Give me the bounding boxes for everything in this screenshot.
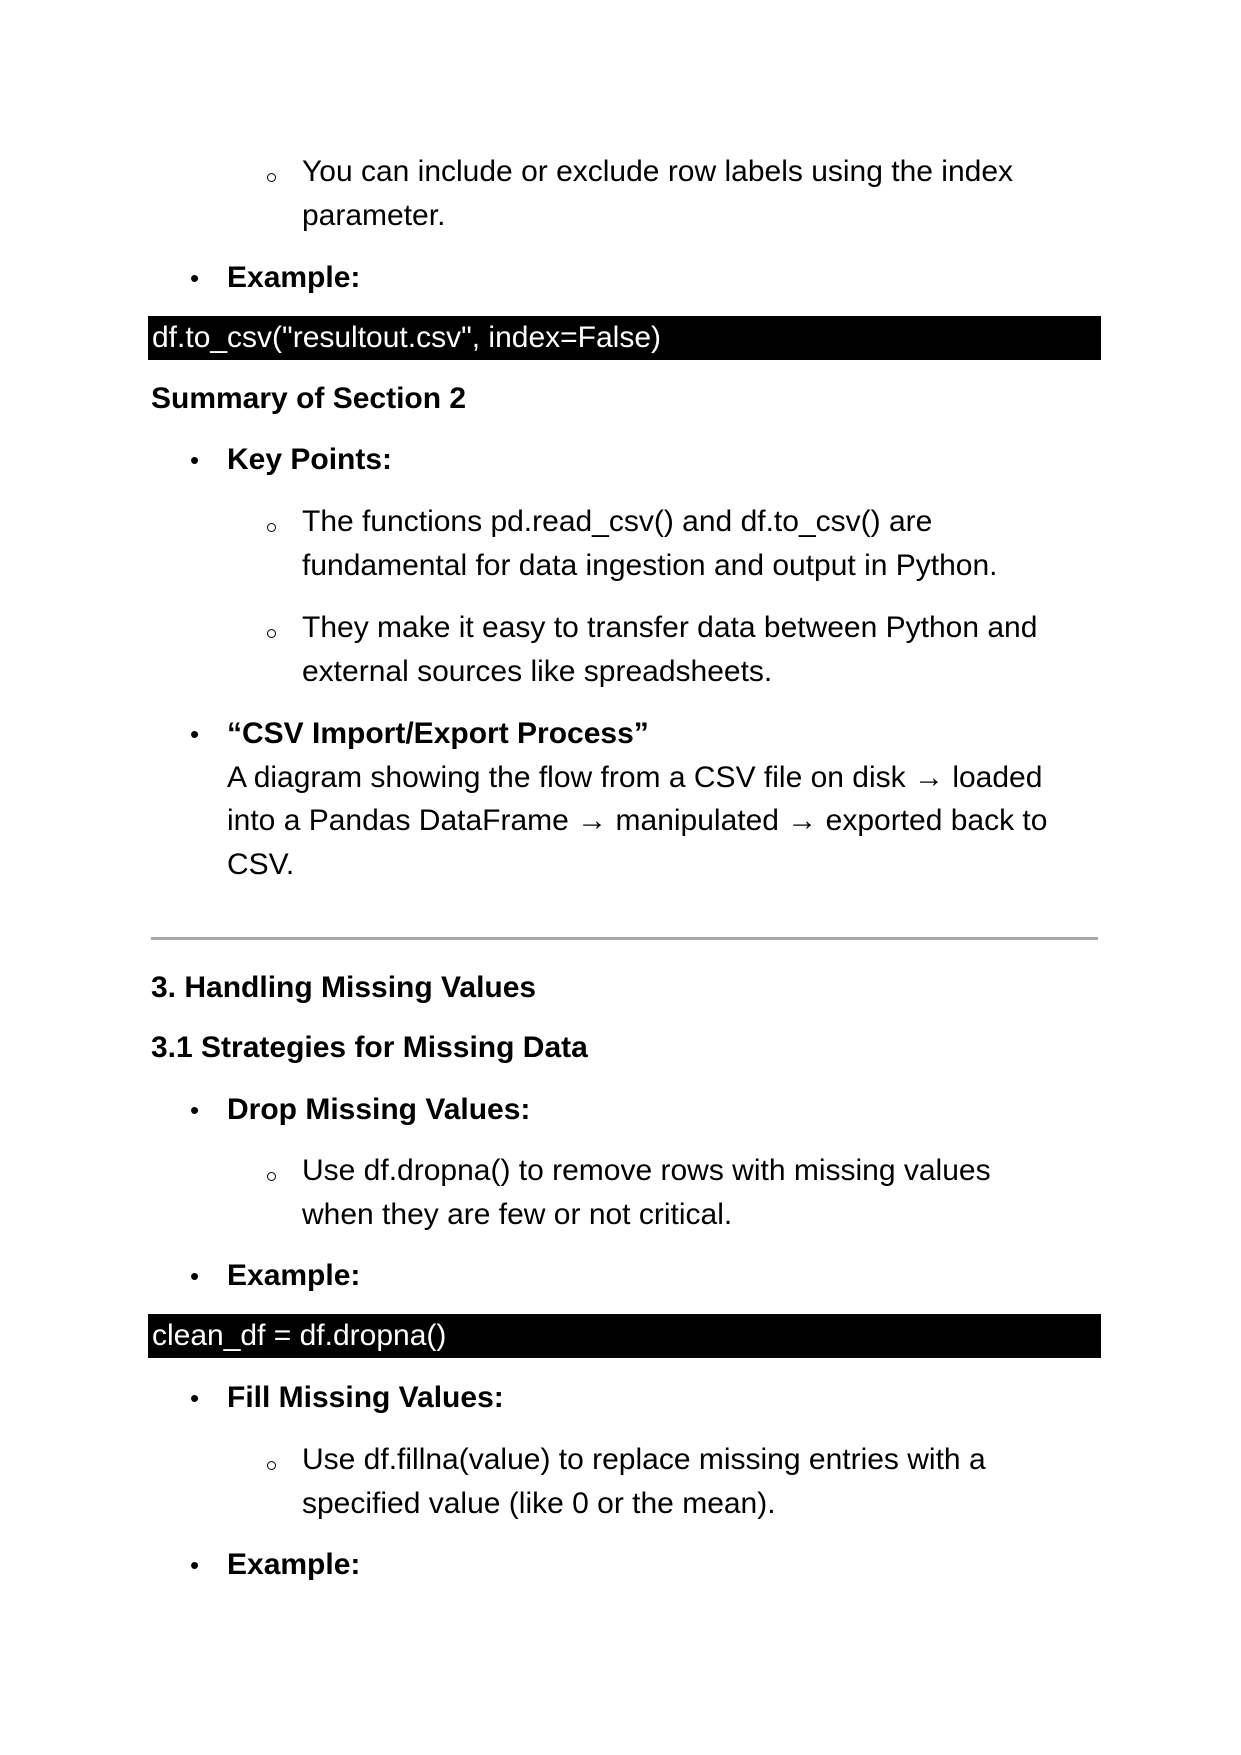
fill-label: Fill Missing Values: [227, 1381, 504, 1414]
sub-bullet-icon [267, 523, 276, 532]
sub-bullet-text: parameter. [302, 199, 446, 232]
sub-bullet-text: when they are few or not critical. [302, 1198, 733, 1231]
bullet-icon: • [190, 1550, 200, 1580]
code-block: df.to_csv("resultout.csv", index=False) [148, 316, 1101, 360]
sub-bullet-text: external sources like spreadsheets. [302, 655, 773, 688]
bullet-icon: • [190, 263, 200, 293]
code-block: clean_df = df.dropna() [148, 1314, 1101, 1358]
bullet-icon: • [190, 445, 200, 475]
sub-bullet-text: fundamental for data ingestion and output in Python. [302, 549, 998, 582]
key-points-label: Key Points: [227, 443, 393, 476]
sub-bullet-text: Use df.fillna(value) to replace missing entries with a [302, 1443, 986, 1476]
sub-bullet-text: The functions pd.read_csv() and df.to_csv() are [302, 505, 933, 538]
process-title: “CSV Import/Export Process” [227, 717, 649, 750]
horizontal-divider [151, 937, 1098, 940]
section-heading: Summary of Section 2 [151, 382, 467, 415]
sub-bullet-icon [267, 1461, 276, 1470]
sub-bullet-text: specified value (like 0 or the mean). [302, 1487, 776, 1520]
sub-bullet-text: Use df.dropna() to remove rows with missing values [302, 1154, 991, 1187]
subsection-heading: 3.1 Strategies for Missing Data [151, 1031, 588, 1064]
section-heading: 3. Handling Missing Values [151, 971, 537, 1004]
process-description: A diagram showing the flow from a CSV file on disk → loaded [227, 761, 1043, 794]
sub-bullet-icon [267, 629, 276, 638]
sub-bullet-icon [267, 173, 276, 182]
example-label: Example: [227, 1259, 361, 1292]
bullet-icon: • [190, 1261, 200, 1291]
sub-bullet-text: They make it easy to transfer data between Python and [302, 611, 1038, 644]
sub-bullet-text: You can include or exclude row labels using the index [302, 155, 1014, 188]
process-description: CSV. [227, 848, 295, 881]
bullet-icon: • [190, 1095, 200, 1125]
example-label: Example: [227, 1548, 361, 1581]
drop-label: Drop Missing Values: [227, 1093, 531, 1126]
process-description: into a Pandas DataFrame → manipulated → exported back to [227, 804, 1048, 837]
example-label: Example: [227, 261, 361, 294]
bullet-icon: • [190, 1383, 200, 1413]
sub-bullet-icon [267, 1172, 276, 1181]
bullet-icon: • [190, 719, 200, 749]
